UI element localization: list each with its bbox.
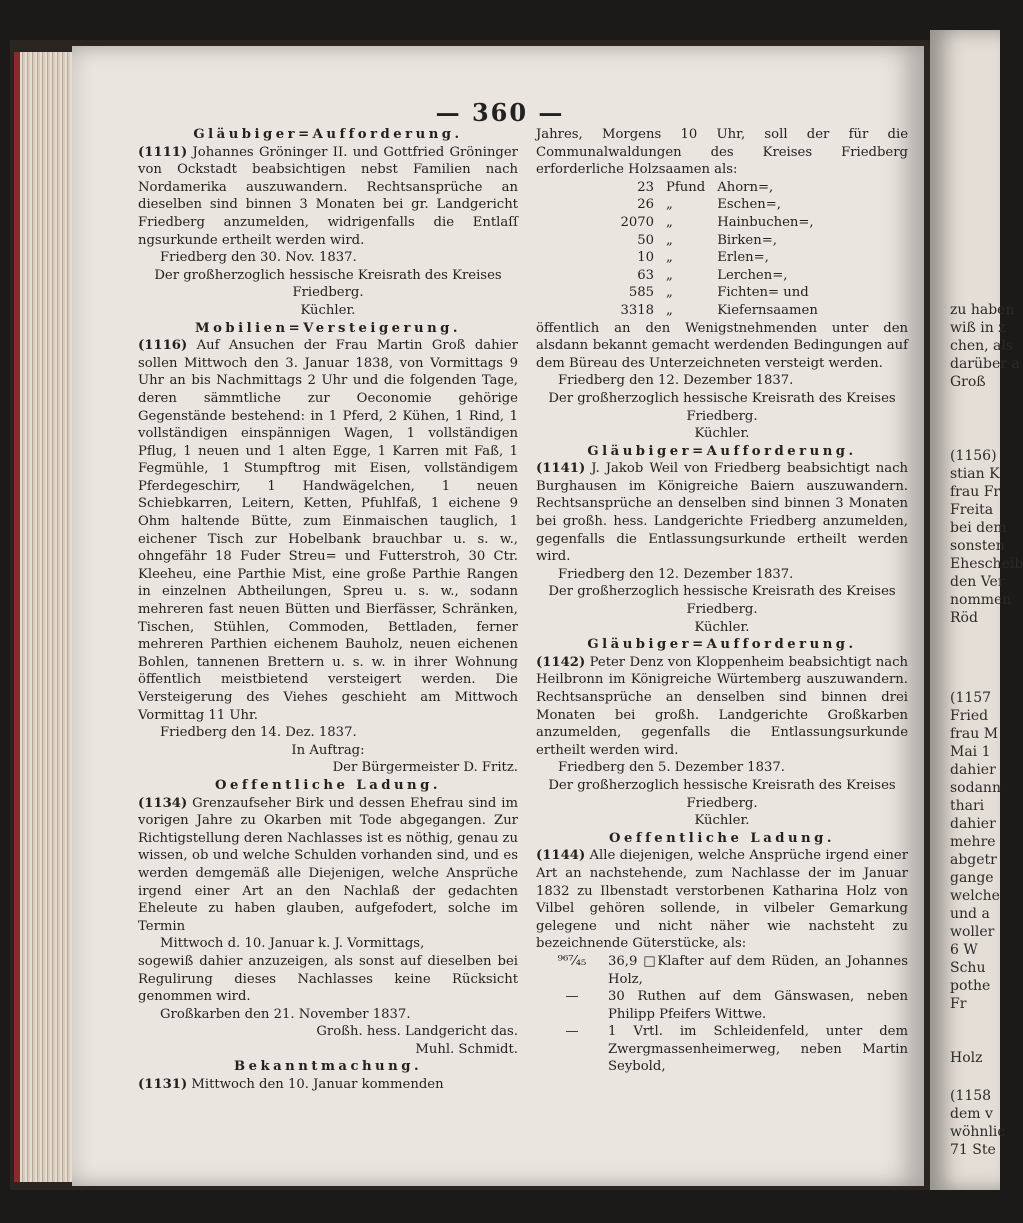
notice-text: Johannes Gröninger II. und Gottfried Gröninger von Ockstadt beabsichtigen nebst Familien nach Nordamerika auszuwandern. Rechtsansprüche an dieselben sind binnen 3 Monaten bei gr. Landgericht Friedberg anzumelden, widrigenfalls die Entlaſſ ngsurkunde ertheilt werden wird.	[138, 144, 518, 248]
right-page-fragment-text: frau M	[950, 726, 999, 742]
page-number: — 360 —	[435, 98, 565, 127]
seed-row	[596, 214, 824, 232]
notice-text: Gläubiger=Aufforderung.	[587, 637, 857, 653]
notice-paragraph	[138, 337, 518, 724]
right-page-fragment-text: sonsten	[950, 538, 1005, 554]
right-page-fragment-text: Ehescheib	[950, 556, 1023, 572]
dateline	[138, 1006, 518, 1024]
right-page-fragment-text: Röd	[950, 610, 978, 626]
seed-qty: 23	[637, 179, 654, 195]
notice-text: Der großherzoglich hessische Kreisrath des Kreises Friedberg.	[154, 267, 502, 301]
right-page-fragment-text: 6 W	[950, 942, 978, 958]
seed-item: Lerchen=,	[717, 267, 788, 283]
notice-text: Mittwoch den 10. Januar kommenden	[191, 1077, 444, 1093]
parcel-list	[536, 953, 908, 1076]
notice-text: Auf Ansuchen der Frau Martin Groß dahier sollen Mittwoch den 3. Januar 1838, von Vormittags 9 Uhr an bis Nachmittags 2 Uhr und die folgenden Tage, deren sämmtliche zur Oeconomie gehörige Gegenstände bestehend: in 1 Pferd, 2 Kühen, 1 Rind, 1 vollständigen einspännigen Wagen, 1 vollständigen Pflug, 1 neuen und 1 alten Egge, 1 Karren mit Faß, 1 Fegmühle, 1 Stumpftrog mit Eisen, vollständigem Pferdegeschirr, 1 Handwägelchen, 1 neuen Schiebkarren, Leitern, Ketten, Pfuhlfaß, 1 eichene 9 Ohm haltende Bütte, zum Einmaischen tauglich, 1 eichener Tisch zur Hobelbank brauchbar u. s. w., ohngefähr 18 Fuder Streu= und Futterstroh, 30 Ctr. Kleeheu, eine Parthie Mist, eine große Parthie Rangen in einzelnen Abtheilungen, Spreu u. s. w., sodann mehreren fast neuen Bütten und Bierfässer, Schränken, Tischen, Stühlen, Commoden, Bettladen, ferner mehreren Parthien eichenem Bauholz, neuen eichenen Bohlen, tannenen Brettern u. s. w. in ihrer Wohnung öffentlich meistbietend versteigert werden. Die Versteigerung des Viehes geschieht am Mittwoch Vormittag 11 Uhr.	[138, 338, 518, 723]
signature-block	[536, 583, 908, 618]
notice-number: (1142)	[536, 654, 586, 670]
notice-text: Alle diejenigen, welche Ansprüche irgend einer Art an nachstehende, zum Nachlasse der im Januar 1832 zu Ilbenstadt verstorbenen Katharina Holz von Vilbel gehören sollende, in vilbeler Gemarkung gelegene und nicht näher wie nachsteht zu bezeichnende Güterstücke, als:	[536, 848, 908, 952]
right-page-fragment-text: woller	[950, 924, 995, 940]
notice-text: Küchler.	[694, 619, 750, 635]
right-page-fragment-text: zu haben	[950, 302, 1015, 318]
parcel-text: 36,9 □Klafter auf dem Rüden, an Johannes Holz,	[608, 953, 908, 987]
seed-row	[596, 232, 824, 250]
notice-text: Friedberg den 30. Nov. 1837.	[160, 250, 357, 266]
notice-text: Großkarben den 21. November 1837.	[160, 1006, 411, 1022]
right-page-fragment-text: dahier	[950, 762, 996, 778]
notice-number: (1111)	[138, 144, 188, 160]
seed-item: Hainbuchen=,	[717, 214, 814, 230]
notice-text: Der Bürgermeister D. Fritz.	[332, 760, 518, 776]
seed-item: Fichten= und	[717, 285, 809, 301]
seed-qty: 2070	[620, 214, 654, 230]
seed-unit: „	[666, 285, 673, 301]
notice-text: Mobilien=Versteigerung.	[195, 320, 461, 336]
right-page-fragment-text: 71 Ste	[950, 1142, 996, 1158]
notice-text: Der großherzoglich hessische Kreisrath des Kreises Friedberg.	[548, 584, 896, 618]
right-column	[536, 126, 908, 1076]
dateline	[536, 372, 908, 390]
right-page-fragment-text: stian K	[950, 466, 1000, 482]
notice-paragraph	[536, 654, 908, 760]
seed-qty: 63	[637, 267, 654, 283]
parcel-lead: ⁹⁶⁷⁄₄₅	[557, 953, 587, 969]
notice-text: Der großherzoglich hessische Kreisrath des Kreises Friedberg.	[548, 390, 896, 424]
right-page-fragment-text: bei dem	[950, 520, 1007, 536]
notice-text: Friedberg den 12. Dezember 1837.	[558, 566, 794, 582]
right-page-fragment-text: (1158	[950, 1088, 992, 1104]
seed-item: Kiefernsaamen	[717, 302, 818, 318]
seed-qty: 585	[628, 285, 654, 301]
parcel-text: 1 Vrtl. im Schleidenfeld, unter dem Zwergmassenheimerweg, neben Martin Seybold,	[608, 1024, 908, 1075]
section-heading	[138, 1058, 518, 1076]
signature-line	[138, 759, 518, 777]
notice-paragraph	[138, 1076, 518, 1094]
notice-text: J. Jakob Weil von Friedberg beabsichtigt nach Burghausen im Königreiche Baiern auszuwandern. Rechtsansprüche an denselben sind binnen 3 Monaten bei großh. hess. Landgerichte Friedberg anzumelden, gegenfalls die Entlassungsurkunde ertheilt werden wird.	[536, 461, 908, 565]
signature-block	[138, 742, 518, 760]
parcel-item	[536, 953, 908, 988]
seed-row	[596, 196, 824, 214]
notice-text: Bekanntmachung.	[233, 1059, 423, 1075]
page-edges	[14, 52, 78, 1182]
notice-text: Friedberg den 5. Dezember 1837.	[558, 760, 785, 776]
notice-text: Küchler.	[694, 426, 750, 442]
notice-paragraph	[138, 953, 518, 1006]
left-column	[138, 126, 518, 1094]
signature-block	[536, 619, 908, 637]
notice-text: Friedberg den 12. Dezember 1837.	[558, 373, 794, 389]
seed-qty: 3318	[620, 302, 654, 318]
signature-block	[536, 425, 908, 443]
right-page-fragment-text: (1157	[950, 690, 992, 706]
notice-text: Gläubiger=Aufforderung.	[193, 127, 463, 142]
seed-row	[596, 302, 824, 320]
right-page-fragment-text: Schu	[950, 960, 986, 976]
right-page-fragment-text: wiß in z	[950, 320, 1006, 336]
seed-unit: „	[666, 267, 673, 283]
right-page-fragment-text: und a	[950, 906, 990, 922]
right-page-fragment-text: nommen	[950, 592, 1012, 608]
notice-text: sogewiß dahier anzuzeigen, als sonst auf dieselben bei Regulirung dieses Nachlasses keine Rücksicht genommen wird.	[138, 953, 518, 1005]
notice-number: (1141)	[536, 461, 586, 477]
seed-qty: 10	[637, 250, 654, 266]
right-page-fragment-text: mehre	[950, 834, 996, 850]
notice-paragraph	[536, 460, 908, 566]
right-page-fragment-text: den Ver	[950, 574, 1005, 590]
seed-item: Birken=,	[717, 232, 777, 248]
dateline	[536, 759, 908, 777]
seed-unit: „	[666, 302, 673, 318]
notice-number: (1116)	[138, 338, 188, 354]
seed-item: Ahorn=,	[717, 179, 774, 195]
right-page-fragment-text: chen, als	[950, 338, 1014, 354]
right-page-fragment-text: wöhnlic	[950, 1124, 1006, 1140]
right-page-fragment-text: Mai 1	[950, 744, 991, 760]
seed-item: Erlen=,	[717, 250, 769, 266]
parcel-lead: —	[565, 989, 579, 1005]
seed-list	[596, 179, 824, 320]
right-page-fragment	[930, 30, 1023, 1190]
notice-paragraph	[536, 320, 908, 373]
signature-block	[536, 390, 908, 425]
signature-line	[138, 1041, 518, 1059]
right-page-fragment-text: abgetr	[950, 852, 997, 868]
notice-paragraph	[536, 847, 908, 953]
signature-block	[536, 777, 908, 812]
section-heading	[536, 443, 908, 461]
seed-row	[596, 267, 824, 285]
notice-text: Oeffentliche Ladung.	[215, 777, 441, 793]
notice-text: Friedberg den 14. Dez. 1837.	[160, 725, 357, 741]
right-page-fragment-text: frau Fr	[950, 484, 1001, 500]
right-page-fragment-text: dahier	[950, 816, 996, 832]
right-column-body	[536, 320, 908, 953]
section-heading	[138, 777, 518, 795]
parcel-lead: —	[565, 1024, 579, 1040]
notice-text: In Auftrag:	[291, 742, 365, 758]
right-page-fragment-text: gange	[950, 870, 994, 886]
seed-unit: „	[666, 232, 673, 248]
notice-text: Der großherzoglich hessische Kreisrath des Kreises Friedberg.	[548, 777, 896, 811]
section-heading	[536, 830, 908, 848]
notice-paragraph	[138, 144, 518, 250]
notice-number: (1144)	[536, 848, 586, 864]
parcel-item	[536, 1023, 908, 1076]
seed-row	[596, 284, 824, 302]
right-page-fragment-text: darüber a	[950, 356, 1020, 372]
seed-item: Eschen=,	[717, 197, 782, 213]
notice-text: Gläubiger=Aufforderung.	[587, 443, 857, 459]
parcel-item	[536, 988, 908, 1023]
right-top-text: Jahres, Morgens 10 Uhr, soll der für die Communalwaldungen des Kreises Friedberg erforderliche Holzsaamen als:	[536, 127, 908, 178]
notice-number: (1134)	[138, 795, 188, 811]
right-page-fragment-text: sodann	[950, 780, 1001, 796]
right-page-fragment-text: Fried	[950, 708, 989, 724]
notice-text: öffentlich an den Wenigstnehmenden unter den alsdann bekannt gemacht werdenden Bedingungen auf dem Büreau des Unterzeichneten versteigt werden.	[536, 320, 908, 371]
right-page-fragment-text: Fr	[950, 996, 967, 1012]
dateline	[138, 249, 518, 267]
signature-block	[138, 302, 518, 320]
notice-text: Grenzaufseher Birk und dessen Ehefrau sind im vorigen Jahre zu Okarben mit Tode abgegangen. Zur Richtigstellung deren Nachlasses ist es nöthig, genau zu wissen, ob und welche Schulden vorhanden sind, und es werden demgemäß alle Diejenigen, welche Ansprüche irgend einer Art an den Nachlaß der gedachten Eheleute zu haben glauben, aufgefodert, solche im Termin	[138, 795, 518, 934]
right-page-fragment-text: (1156)	[950, 448, 997, 464]
seed-unit: Pfund	[666, 179, 706, 195]
seed-unit: „	[666, 214, 673, 230]
parcel-text: 30 Ruthen auf dem Gänswasen, neben Philipp Pfeifers Wittwe.	[608, 989, 908, 1022]
notice-text: Küchler.	[300, 302, 356, 318]
signature-line	[138, 1023, 518, 1041]
seed-row	[596, 179, 824, 197]
notice-text: Küchler.	[694, 813, 750, 829]
section-heading	[536, 636, 908, 654]
right-page-fragment-text: thari	[950, 798, 985, 814]
seed-qty: 26	[637, 197, 654, 213]
notice-text: Peter Denz von Kloppenheim beabsichtigt nach Heilbronn im Königreiche Würtemberg auszuwandern. Rechtsansprüche an denselben sind binnen drei Monaten bei großh. Landgerichte Großkarben anzumelden, gegenfalls die Entlassungsurkunde ertheilt werden wird.	[536, 654, 908, 758]
right-page-fragment-text: dem v	[950, 1106, 993, 1122]
right-page-fragment-text: Holz	[950, 1050, 983, 1066]
notice-number: (1131)	[138, 1077, 188, 1093]
dateline	[138, 724, 518, 742]
right-page-fragment-text: Groß	[950, 374, 986, 390]
notice-text: Mittwoch d. 10. Januar k. J. Vormittags,	[160, 936, 425, 952]
seed-unit: „	[666, 250, 673, 266]
right-page-fragment-text: pothe	[950, 978, 991, 994]
dateline	[138, 935, 518, 953]
notice-text: Oeffentliche Ladung.	[609, 830, 835, 846]
seed-unit: „	[666, 197, 673, 213]
right-page-fragment-text: Freita	[950, 502, 994, 518]
section-heading	[138, 320, 518, 338]
notice-text: Großh. hess. Landgericht das.	[316, 1024, 518, 1040]
seed-row	[596, 249, 824, 267]
signature-block	[138, 267, 518, 302]
seed-qty: 50	[637, 232, 654, 248]
right-page-fragment-text: welche	[950, 888, 1000, 904]
notice-paragraph	[138, 795, 518, 936]
section-heading	[138, 126, 518, 144]
dateline	[536, 566, 908, 584]
signature-block	[536, 812, 908, 830]
notice-text: Muhl. Schmidt.	[415, 1041, 518, 1057]
